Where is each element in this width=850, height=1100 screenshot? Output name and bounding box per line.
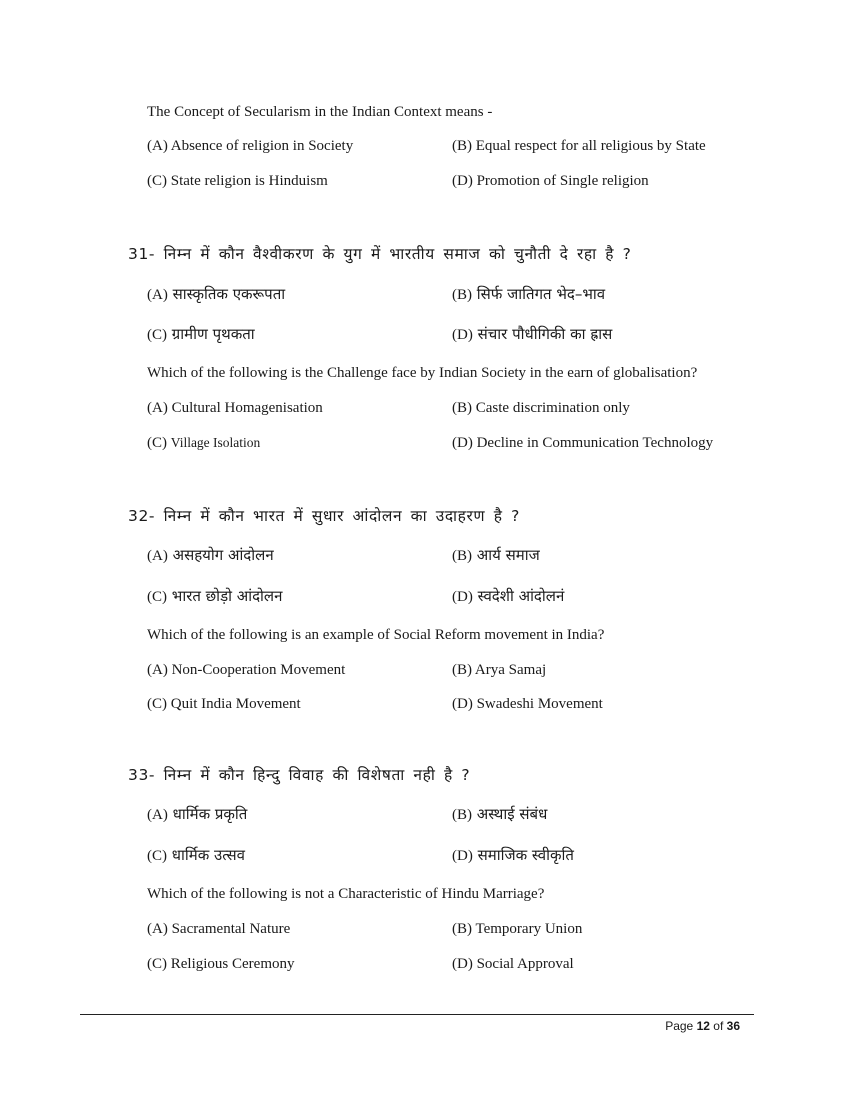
page-prefix: Page [665,1019,694,1033]
q31-option-d: (D) Decline in Communication Technology [452,435,714,451]
q33-option-b: (B) Temporary Union [452,921,583,937]
page-of: of [713,1019,724,1033]
option-label: (A) [147,548,168,564]
q32-hindi-option-b [452,545,540,565]
option-label: (D) [452,848,473,864]
option-text: स्वदेशी आंदोलनं [477,587,565,605]
option-label: (B) [452,807,472,823]
q30-option-c: (C) State religion is Hinduism [147,173,328,189]
option-text: असहयोग आंदोलन [172,546,274,564]
q31-option-a: (A) Cultural Homagenisation [147,400,323,416]
footer-divider [80,1014,754,1015]
q31-english-question: Which of the following is the Challenge face by Indian Society in the earn of globalisation? [147,365,698,381]
q33-hindi-option-c [147,845,245,865]
option-label: (C) [147,435,167,451]
q31-hindi-question: 31- निम्न में कौन वैश्वीकरण के युग में भारतीय समाज को चुनौती दे रहा है ? [128,245,632,263]
q32-hindi-option-a [147,545,274,565]
q32-hindi-question: 32- निम्न में कौन भारत में सुधार आंदोलन का उदाहरण है ? [128,507,520,525]
option-label: (A) [147,807,168,823]
page-number [560,1019,740,1033]
q33-hindi-option-b [452,804,547,824]
option-text: सास्कृतिक एकरूपता [172,285,286,303]
option-text: धार्मिक प्रकृति [172,805,248,823]
total-pages: 36 [726,1019,740,1033]
option-text: समाजिक स्वीकृति [477,846,574,864]
current-page: 12 [696,1019,710,1033]
q32-option-b: (B) Arya Samaj [452,662,547,678]
q32-hindi-option-d [452,586,564,606]
option-text: सिर्फ जातिगत भेद–भाव [476,285,606,303]
q32-hindi-option-c [147,586,282,606]
option-label: (D) [452,327,473,343]
q33-hindi-option-a [147,804,247,824]
option-label: (C) [147,327,167,343]
option-label: (B) [452,287,472,303]
q32-option-a: (A) Non-Cooperation Movement [147,662,346,678]
q31-hindi-option-a [147,284,285,304]
q30-option-d: (D) Promotion of Single religion [452,173,649,189]
q33-option-d: (D) Social Approval [452,956,574,972]
q32-option-d: (D) Swadeshi Movement [452,696,603,712]
q31-hindi-option-d [452,324,612,344]
q33-option-a: (A) Sacramental Nature [147,921,291,937]
q33-hindi-question: 33- निम्न में कौन हिन्दु विवाह की विशेषता नही है ? [128,766,471,784]
option-text: ग्रामीण पृथकता [171,325,255,343]
option-label: (D) [452,589,473,605]
option-text: अस्थाई संबंध [476,805,548,823]
q33-option-c: (C) Religious Ceremony [147,956,295,972]
option-text: संचार पौधीगिकी का ह्रास [477,325,613,343]
option-label: (C) [147,589,167,605]
q31-hindi-option-c [147,324,255,344]
q31-option-c [147,435,260,452]
option-label: (B) [452,548,472,564]
q32-option-c: (C) Quit India Movement [147,696,301,712]
q33-english-question: Which of the following is not a Characteristic of Hindu Marriage? [147,886,545,902]
q31-hindi-option-b [452,284,605,304]
q30-option-b: (B) Equal respect for all religious by State [452,138,706,154]
q32-english-question: Which of the following is an example of Social Reform movement in India? [147,627,605,643]
option-text: धार्मिक उत्सव [171,846,246,864]
option-label: (A) [147,287,168,303]
option-label: (C) [147,848,167,864]
q30-option-a: (A) Absence of religion in Society [147,138,354,154]
option-text: भारत छोड़ो आंदोलन [171,587,283,605]
q33-hindi-option-d [452,845,574,865]
q31-option-b: (B) Caste discrimination only [452,400,630,416]
q30-english-question: The Concept of Secularism in the Indian Context means - [147,104,493,120]
option-text: Village Isolation [170,435,261,450]
option-text: आर्य समाज [476,546,540,564]
